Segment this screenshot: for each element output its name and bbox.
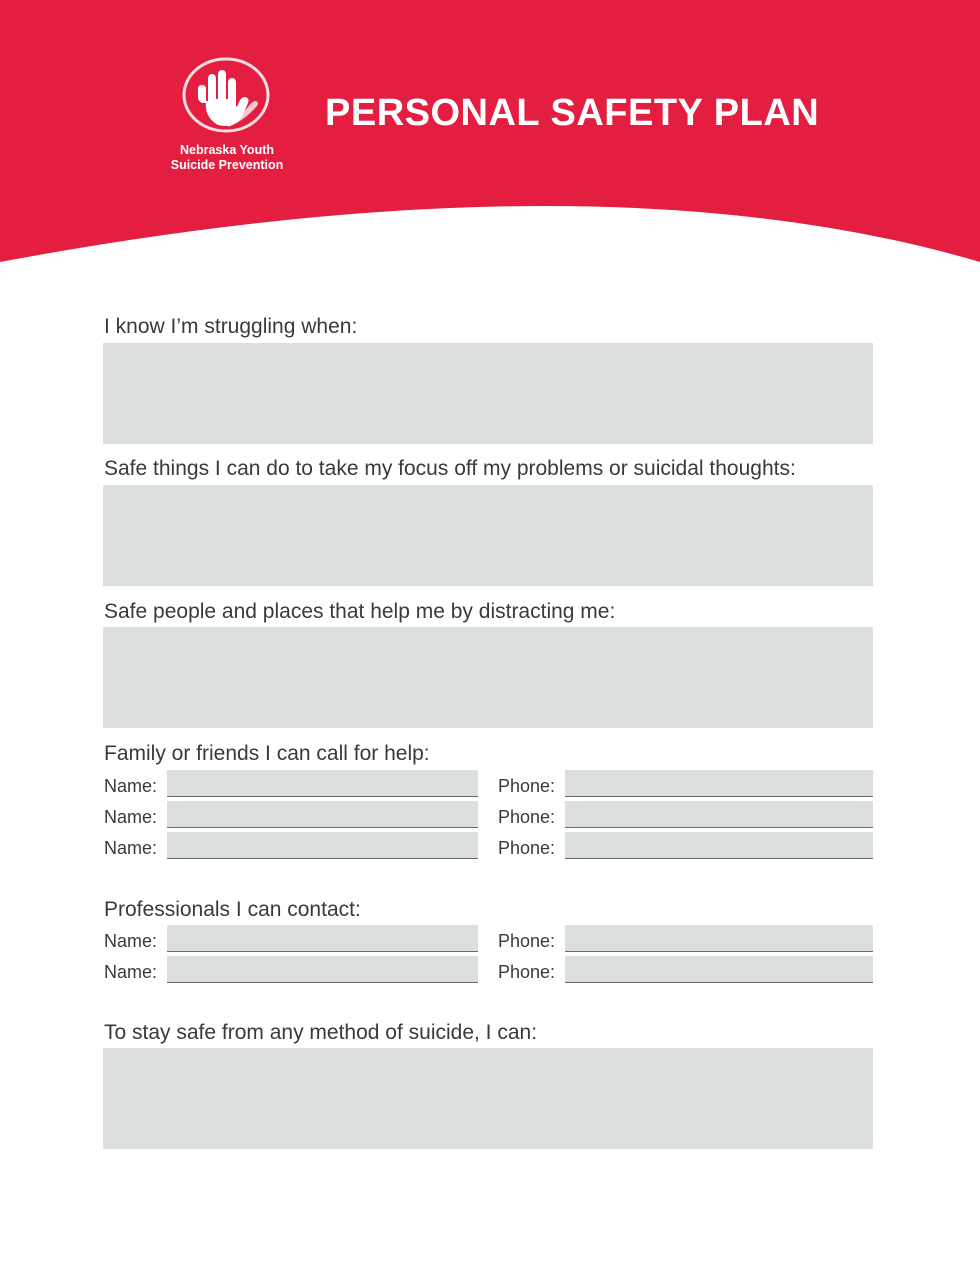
family-name-label-3: Name:: [104, 838, 158, 858]
professional-name-field-2[interactable]: [167, 956, 478, 983]
family-phone-field-3[interactable]: [565, 832, 873, 859]
safe-things-field[interactable]: [103, 485, 873, 586]
safe-things-label: Safe things I can do to take my focus off my problems or suicidal thoughts:: [104, 457, 796, 480]
professional-phone-label-1: Phone:: [498, 931, 556, 951]
safe-people-field[interactable]: [103, 627, 873, 728]
professional-name-label-2: Name:: [104, 962, 158, 982]
logo-line-2: Suicide Prevention: [170, 158, 284, 172]
family-name-field-1[interactable]: [167, 770, 478, 797]
professional-name-field-1[interactable]: [167, 925, 478, 952]
stay-safe-field[interactable]: [103, 1048, 873, 1149]
safe-people-label: Safe people and places that help me by distracting me:: [104, 600, 616, 623]
stay-safe-label: To stay safe from any method of suicide, I can:: [104, 1021, 538, 1044]
professional-phone-field-2[interactable]: [565, 956, 873, 983]
family-phone-label-1: Phone:: [498, 776, 556, 796]
family-name-label-1: Name:: [104, 776, 158, 796]
struggling-label: I know I’m struggling when:: [104, 315, 358, 338]
professional-phone-field-1[interactable]: [565, 925, 873, 952]
family-phone-field-1[interactable]: [565, 770, 873, 797]
family-label: Family or friends I can call for help:: [104, 742, 430, 765]
family-name-field-3[interactable]: [167, 832, 478, 859]
header-banner: [0, 0, 980, 270]
logo-line-1: Nebraska Youth: [179, 143, 274, 157]
family-phone-field-2[interactable]: [565, 801, 873, 828]
family-name-label-2: Name:: [104, 807, 158, 827]
family-phone-label-2: Phone:: [498, 807, 556, 827]
struggling-field[interactable]: [103, 343, 873, 444]
family-phone-label-3: Phone:: [498, 838, 556, 858]
page-title: PERSONAL SAFETY PLAN: [325, 92, 820, 134]
header-wave: [0, 0, 980, 270]
logo: [160, 55, 294, 180]
logo-text: [160, 143, 294, 173]
hand-icon: [176, 55, 276, 137]
professional-name-label-1: Name:: [104, 931, 158, 951]
professional-phone-label-2: Phone:: [498, 962, 556, 982]
family-name-field-2[interactable]: [167, 801, 478, 828]
professionals-label: Professionals I can contact:: [104, 898, 361, 921]
